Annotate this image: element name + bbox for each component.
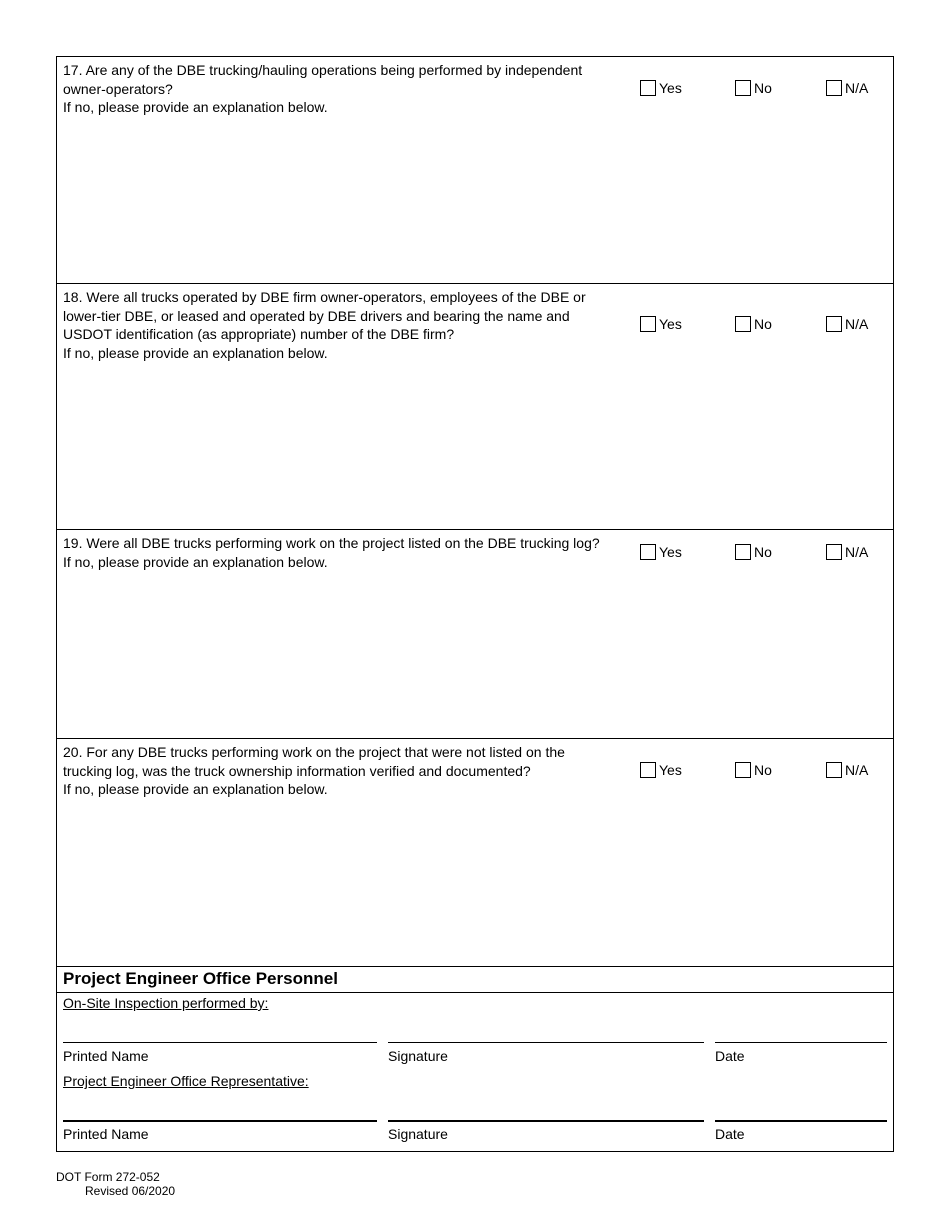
signature-label: Signature <box>388 1048 448 1064</box>
inspector-signature-line[interactable] <box>388 1042 704 1043</box>
question-text-line: owner-operators? <box>63 80 173 97</box>
q18-no-checkbox[interactable] <box>735 316 751 332</box>
q20-na-checkbox[interactable] <box>826 762 842 778</box>
representative-label: Project Engineer Office Representative: <box>63 1073 309 1089</box>
form-number: DOT Form 272-052 <box>56 1170 160 1184</box>
representative-date-line[interactable] <box>715 1120 887 1122</box>
q19-yes-option[interactable] <box>640 544 682 560</box>
q17-yes-checkbox[interactable] <box>640 80 656 96</box>
q20-no-option[interactable] <box>735 762 772 778</box>
question-text-line: lower-tier DBE, or leased and operated by DBE drivers and bearing the name and <box>63 307 570 324</box>
inspector-date-line[interactable] <box>715 1042 887 1043</box>
q20-no-checkbox[interactable] <box>735 762 751 778</box>
option-label: N/A <box>845 80 869 96</box>
representative-name-line[interactable] <box>63 1120 377 1122</box>
section-title: Project Engineer Office Personnel <box>63 969 338 988</box>
question-text-line: 17. Are any of the DBE trucking/hauling operations being performed by independent <box>63 62 583 78</box>
option-label: Yes <box>659 762 682 778</box>
revision-date: Revised 06/2020 <box>85 1184 176 1198</box>
date-label: Date <box>715 1048 745 1064</box>
inspector-name-line[interactable] <box>63 1042 377 1043</box>
question-text-line: If no, please provide an explanation below. <box>63 99 328 115</box>
question-text-line: 20. For any DBE trucks performing work on the project that were not listed on the <box>63 744 565 760</box>
printed-name-label: Printed Name <box>63 1048 149 1064</box>
q18-no-option[interactable] <box>735 316 772 332</box>
question-text-line: If no, please provide an explanation below. <box>63 781 328 797</box>
q19-na-option[interactable] <box>826 544 868 560</box>
option-label: Yes <box>659 316 682 332</box>
q18-na-checkbox[interactable] <box>826 316 842 332</box>
option-label: No <box>754 316 772 332</box>
option-label: N/A <box>845 316 869 332</box>
representative-signature-line[interactable] <box>388 1120 704 1122</box>
question-text-line: USDOT identification (as appropriate) number of the DBE firm? <box>63 326 455 342</box>
question-17-text <box>63 61 608 117</box>
question-19-text <box>63 534 623 571</box>
q18-na-option[interactable] <box>826 316 868 332</box>
q17-yes-option[interactable] <box>640 80 682 96</box>
question-text-line: 19. Were all DBE trucks performing work on the project listed on the DBE trucking log? <box>63 535 600 551</box>
q20-yes-option[interactable] <box>640 762 682 778</box>
question-20-text <box>63 743 608 799</box>
personnel-section-header <box>57 967 893 993</box>
q19-no-option[interactable] <box>735 544 772 560</box>
q17-na-checkbox[interactable] <box>826 80 842 96</box>
question-18 <box>57 284 893 530</box>
question-text-line: trucking log, was the truck ownership information verified and documented? <box>63 762 531 779</box>
question-text-line: If no, please provide an explanation below. <box>63 553 328 570</box>
option-label: Yes <box>659 80 682 96</box>
option-label: N/A <box>845 762 869 778</box>
signature-label: Signature <box>388 1126 448 1142</box>
option-label: No <box>754 80 772 96</box>
question-20 <box>57 739 893 967</box>
question-17 <box>57 57 893 284</box>
date-label: Date <box>715 1126 745 1142</box>
q19-na-checkbox[interactable] <box>826 544 842 560</box>
form-footer <box>56 1170 175 1198</box>
q18-yes-checkbox[interactable] <box>640 316 656 332</box>
option-label: Yes <box>659 544 682 560</box>
option-label: No <box>754 762 772 778</box>
option-label: No <box>754 544 772 560</box>
q20-na-option[interactable] <box>826 762 868 778</box>
q19-yes-checkbox[interactable] <box>640 544 656 560</box>
q18-yes-option[interactable] <box>640 316 682 332</box>
form-frame <box>56 56 894 1152</box>
printed-name-label: Printed Name <box>63 1126 149 1142</box>
q17-no-checkbox[interactable] <box>735 80 751 96</box>
q17-no-option[interactable] <box>735 80 772 96</box>
inspection-label: On-Site Inspection performed by: <box>63 995 269 1011</box>
option-label: N/A <box>845 544 869 560</box>
question-text-line: 18. Were all trucks operated by DBE firm owner-operators, employees of the DBE or <box>63 289 586 305</box>
q20-yes-checkbox[interactable] <box>640 762 656 778</box>
q17-na-option[interactable] <box>826 80 868 96</box>
question-19 <box>57 530 893 739</box>
question-text-line: If no, please provide an explanation below. <box>63 344 328 361</box>
question-18-text <box>63 288 608 362</box>
q19-no-checkbox[interactable] <box>735 544 751 560</box>
